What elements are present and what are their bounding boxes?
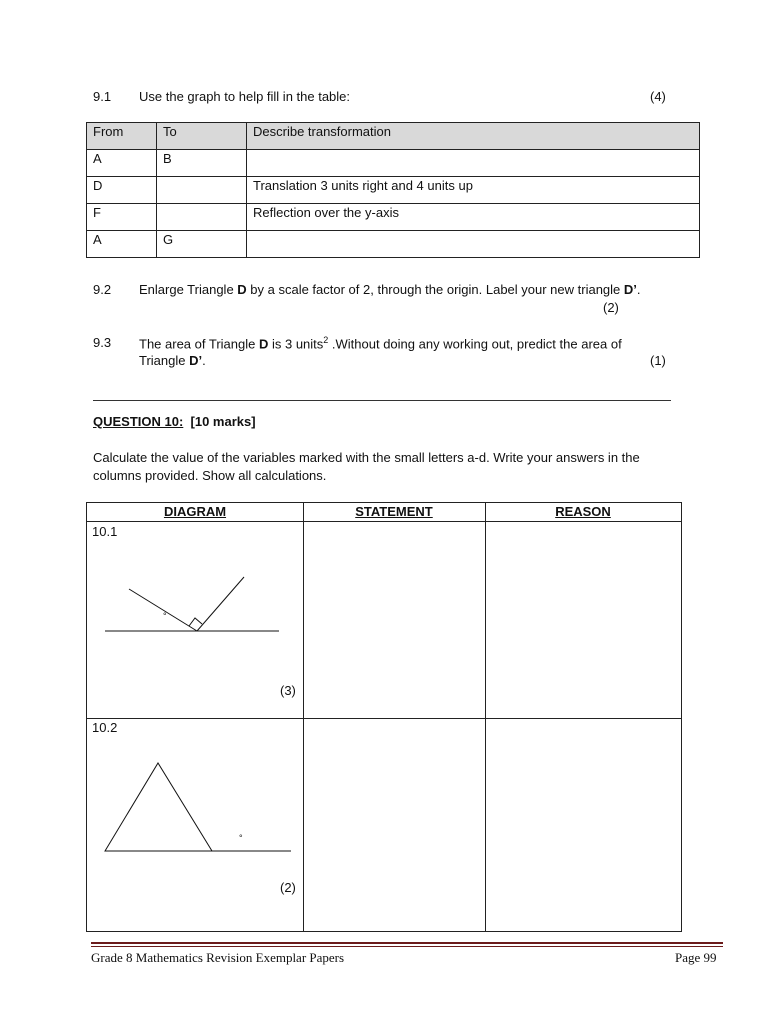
bold-segment: D bbox=[237, 282, 247, 297]
row-label-10-2: 10.2 bbox=[92, 720, 118, 735]
cell-from: F bbox=[87, 204, 157, 231]
marks-9-1: (4) bbox=[650, 89, 666, 104]
angle-diagram-10-1 bbox=[87, 503, 303, 718]
text-segment: Triangle bbox=[139, 353, 190, 368]
triangle-diagram-10-2 bbox=[87, 718, 303, 933]
question-number-9-1: 9.1 bbox=[93, 89, 112, 104]
text-segment: . bbox=[202, 353, 206, 368]
section-divider bbox=[93, 400, 671, 401]
right-ray bbox=[197, 577, 244, 631]
degree-symbol: ° bbox=[239, 833, 243, 843]
header-from: From bbox=[87, 123, 157, 150]
text-segment: by a scale factor of 2, through the origin. Label your new triangle bbox=[246, 282, 624, 297]
cell-from: D bbox=[87, 177, 157, 204]
cell-from: A bbox=[87, 150, 157, 177]
header-reason: REASON bbox=[555, 504, 611, 519]
header-describe: Describe transformation bbox=[247, 123, 700, 150]
marks-10-2: (2) bbox=[280, 880, 296, 895]
cell-to: B bbox=[157, 150, 247, 177]
question-text-9-2 bbox=[139, 282, 641, 297]
footer-rule bbox=[91, 942, 723, 944]
superscript: 2 bbox=[323, 335, 329, 345]
cell-describe: Translation 3 units right and 4 units up bbox=[247, 177, 700, 204]
page-number: Page 99 bbox=[675, 950, 717, 965]
cell-describe bbox=[247, 150, 700, 177]
column-divider bbox=[303, 503, 304, 931]
header-diagram: DIAGRAM bbox=[163, 504, 227, 519]
text-segment: is 3 units bbox=[268, 336, 324, 352]
question-10-intro-line1: Calculate the value of the variables marked with the small letters a-d. Write your answers in the bbox=[93, 450, 640, 465]
question-10-heading bbox=[93, 414, 256, 429]
bold-segment: D bbox=[258, 336, 269, 352]
row-label-10-1: 10.1 bbox=[92, 524, 118, 539]
marks-10-1: (3) bbox=[280, 683, 296, 698]
question-text-9-3-line2 bbox=[139, 353, 206, 368]
text-segment: The area of Triangle bbox=[139, 336, 259, 352]
table-row bbox=[87, 204, 700, 231]
bold-segment: D’ bbox=[189, 353, 203, 368]
text-segment: Enlarge Triangle bbox=[139, 282, 238, 297]
text-segment: .Without doing any working out, predict the area of bbox=[328, 336, 622, 352]
column-divider bbox=[485, 503, 486, 931]
cell-to: G bbox=[157, 231, 247, 258]
question-10-intro-line2: columns provided. Show all calculations. bbox=[93, 468, 327, 483]
text-segment: . bbox=[636, 282, 641, 297]
transformation-table bbox=[86, 122, 700, 258]
question-number-9-2: 9.2 bbox=[93, 282, 112, 297]
table-row bbox=[87, 150, 700, 177]
header-statement: STATEMENT bbox=[355, 504, 433, 519]
left-ray bbox=[129, 589, 197, 631]
triangle bbox=[105, 763, 212, 851]
cell-describe bbox=[247, 231, 700, 258]
cell-from: A bbox=[87, 231, 157, 258]
cell-describe: Reflection over the y-axis bbox=[247, 204, 700, 231]
footer-rule bbox=[91, 946, 723, 947]
question-number-9-3: 9.3 bbox=[93, 335, 112, 350]
footer-title: Grade 8 Mathematics Revision Exemplar Papers bbox=[91, 950, 345, 965]
marks-9-2: (2) bbox=[603, 300, 619, 315]
right-angle-marker bbox=[189, 618, 202, 626]
degree-symbol: ° bbox=[163, 611, 167, 621]
table-row bbox=[87, 231, 700, 258]
question-text-9-3 bbox=[139, 335, 622, 351]
cell-to bbox=[157, 204, 247, 231]
header-to: To bbox=[157, 123, 247, 150]
heading-marks: [10 marks] bbox=[190, 414, 256, 429]
diagram-statement-reason-table bbox=[86, 502, 682, 932]
marks-9-3: (1) bbox=[650, 353, 666, 368]
heading-label: QUESTION 10: bbox=[93, 414, 184, 429]
bold-segment: D’ bbox=[623, 282, 637, 297]
question-text-9-1: Use the graph to help fill in the table: bbox=[139, 89, 351, 104]
table-header-row bbox=[87, 123, 700, 150]
table-row bbox=[87, 177, 700, 204]
cell-to bbox=[157, 177, 247, 204]
